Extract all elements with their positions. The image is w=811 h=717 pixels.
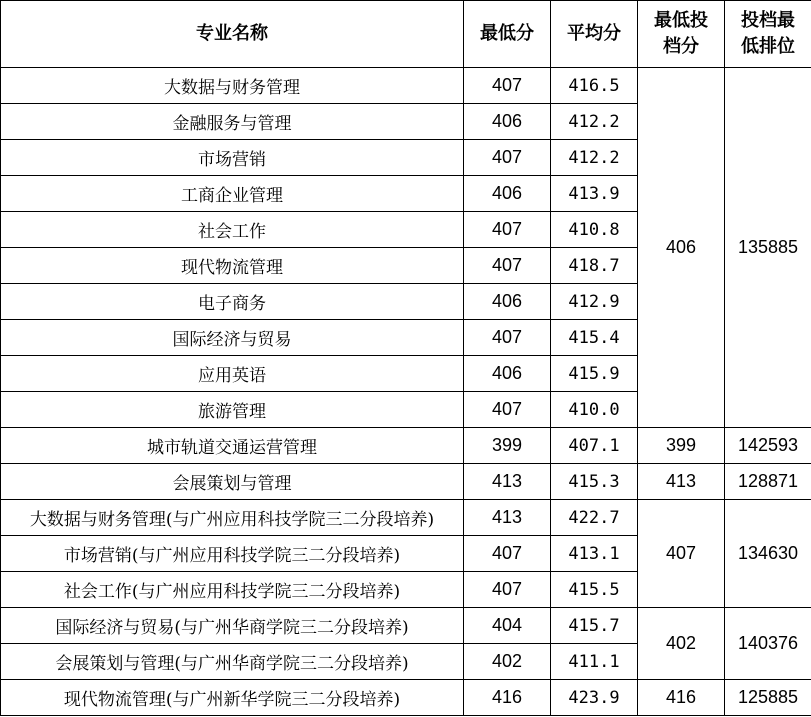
major-name: 社会工作 xyxy=(1,212,464,248)
avg-score: 412.2 xyxy=(551,104,638,140)
major-name: 旅游管理 xyxy=(1,392,464,428)
header-min-score: 最低分 xyxy=(464,1,551,68)
min-filing-rank: 134630 xyxy=(725,500,811,608)
min-score: 406 xyxy=(464,356,551,392)
avg-score: 415.5 xyxy=(551,572,638,608)
min-score: 407 xyxy=(464,572,551,608)
major-name: 社会工作(与广州应用科技学院三二分段培养) xyxy=(1,572,464,608)
avg-score: 423.9 xyxy=(551,680,638,716)
table-row xyxy=(1,68,811,104)
major-name: 国际经济与贸易(与广州华商学院三二分段培养) xyxy=(1,608,464,644)
avg-score: 413.9 xyxy=(551,176,638,212)
major-name: 大数据与财务管理 xyxy=(1,68,464,104)
avg-score: 413.1 xyxy=(551,536,638,572)
avg-score: 410.0 xyxy=(551,392,638,428)
avg-score: 415.3 xyxy=(551,464,638,500)
avg-score: 415.7 xyxy=(551,608,638,644)
major-name: 应用英语 xyxy=(1,356,464,392)
header-min-filing-rank: 投档最 低排位 xyxy=(725,1,811,68)
header-min-filing-score: 最低投 档分 xyxy=(638,1,725,68)
min-filing-rank: 135885 xyxy=(725,68,811,428)
table-row xyxy=(1,500,811,536)
avg-score: 422.7 xyxy=(551,500,638,536)
min-score: 407 xyxy=(464,140,551,176)
min-score: 407 xyxy=(464,536,551,572)
min-score: 407 xyxy=(464,212,551,248)
avg-score: 412.2 xyxy=(551,140,638,176)
table-row xyxy=(1,680,811,716)
major-name: 国际经济与贸易 xyxy=(1,320,464,356)
min-filing-rank: 125885 xyxy=(725,680,811,716)
min-score: 407 xyxy=(464,320,551,356)
major-name: 大数据与财务管理(与广州应用科技学院三二分段培养) xyxy=(1,500,464,536)
avg-score: 407.1 xyxy=(551,428,638,464)
min-filing-rank: 128871 xyxy=(725,464,811,500)
min-score: 399 xyxy=(464,428,551,464)
avg-score: 411.1 xyxy=(551,644,638,680)
min-filing-rank: 142593 xyxy=(725,428,811,464)
min-filing-score: 406 xyxy=(638,68,725,428)
min-filing-score: 399 xyxy=(638,428,725,464)
min-score: 402 xyxy=(464,644,551,680)
avg-score: 415.9 xyxy=(551,356,638,392)
min-filing-rank: 140376 xyxy=(725,608,811,680)
min-filing-score: 416 xyxy=(638,680,725,716)
header-avg-score: 平均分 xyxy=(551,1,638,68)
min-filing-score: 402 xyxy=(638,608,725,680)
major-name: 市场营销 xyxy=(1,140,464,176)
min-score: 406 xyxy=(464,176,551,212)
major-name: 城市轨道交通运营管理 xyxy=(1,428,464,464)
header-major: 专业名称 xyxy=(1,1,464,68)
table-header-row xyxy=(1,1,811,68)
major-name: 电子商务 xyxy=(1,284,464,320)
major-name: 工商企业管理 xyxy=(1,176,464,212)
avg-score: 416.5 xyxy=(551,68,638,104)
major-name: 会展策划与管理(与广州华商学院三二分段培养) xyxy=(1,644,464,680)
major-name: 市场营销(与广州应用科技学院三二分段培养) xyxy=(1,536,464,572)
min-score: 407 xyxy=(464,68,551,104)
min-filing-score: 407 xyxy=(638,500,725,608)
min-score: 406 xyxy=(464,284,551,320)
avg-score: 415.4 xyxy=(551,320,638,356)
min-score: 416 xyxy=(464,680,551,716)
major-name: 会展策划与管理 xyxy=(1,464,464,500)
avg-score: 412.9 xyxy=(551,284,638,320)
min-score: 407 xyxy=(464,392,551,428)
major-name: 现代物流管理 xyxy=(1,248,464,284)
min-score: 406 xyxy=(464,104,551,140)
min-filing-score: 413 xyxy=(638,464,725,500)
major-name: 金融服务与管理 xyxy=(1,104,464,140)
avg-score: 410.8 xyxy=(551,212,638,248)
min-score: 407 xyxy=(464,248,551,284)
min-score: 413 xyxy=(464,464,551,500)
min-score: 404 xyxy=(464,608,551,644)
min-score: 413 xyxy=(464,500,551,536)
avg-score: 418.7 xyxy=(551,248,638,284)
major-name: 现代物流管理(与广州新华学院三二分段培养) xyxy=(1,680,464,716)
table-row xyxy=(1,464,811,500)
table-row xyxy=(1,428,811,464)
table-row xyxy=(1,608,811,644)
